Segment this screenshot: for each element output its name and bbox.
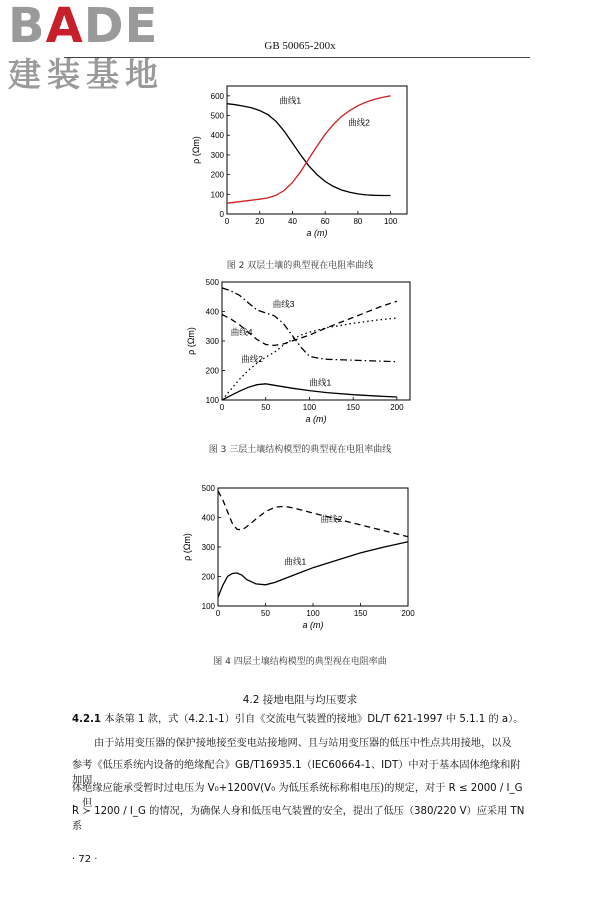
- series-line-曲线4: [222, 301, 397, 345]
- y-tick-label: 200: [201, 572, 215, 582]
- figure-3-chart: [180, 276, 415, 436]
- paragraph-line-3: 体绝缘应能承受暂时过电压为 V₀+1200V(V₀ 为低压系统标称相电压)的规定，对于 R ≤ 2000 / I_G ，但: [72, 783, 523, 809]
- logo-bade: BADE: [8, 0, 159, 54]
- y-axis-label: ρ (Ωm): [182, 533, 192, 561]
- curve-label: 曲线2: [241, 354, 263, 365]
- curve-label: 曲线1: [279, 95, 302, 106]
- x-axis-label: a (m): [302, 620, 324, 630]
- y-tick-label: 400: [210, 131, 224, 141]
- series-line-曲线3: [222, 288, 397, 365]
- y-tick-label: 500: [205, 278, 219, 287]
- x-tick-label: 150: [353, 609, 368, 618]
- curve-label: 曲线1: [309, 377, 332, 388]
- paragraph-line-2: 参考《低压系统内设备的绝缘配合》GB/T16935.1（IEC60664-1、IDT）中对于基本固体绝缘和附加固: [72, 760, 521, 786]
- x-tick-label: 50: [261, 403, 271, 412]
- y-tick-label: 0: [219, 210, 224, 219]
- figure-2-caption: 图 2 双层土壤的典型视在电阻率曲线: [226, 261, 374, 271]
- x-tick-label: 20: [255, 217, 265, 226]
- x-tick-label: 0: [224, 217, 230, 226]
- y-tick-label: 100: [210, 190, 224, 200]
- curve-label: 曲线2: [320, 513, 343, 524]
- y-axis-label: ρ (Ωm): [191, 136, 201, 164]
- curve-label: 曲线2: [348, 117, 370, 128]
- page-number: · 72 ·: [72, 854, 98, 865]
- plot-frame: [218, 488, 408, 606]
- x-tick-label: 50: [261, 609, 270, 618]
- figure-2-chart: [185, 80, 415, 240]
- y-tick-label: 200: [210, 170, 224, 180]
- section-title: 4.2 接地电阻与均压要求: [242, 694, 358, 706]
- paragraph-4-2-1: 4.2.1 本条第 1 款，式（4.2.1-1）引自《交流电气装置的接地》DL/T 621-1997 中 5.1.1 的 a）。: [72, 714, 524, 725]
- y-tick-label: 100: [205, 396, 219, 405]
- y-axis-label: ρ (Ωm): [186, 327, 196, 355]
- clause-number: 4.2.1: [72, 714, 102, 725]
- x-tick-label: 0: [219, 403, 225, 412]
- y-tick-label: 200: [205, 366, 219, 376]
- y-tick-label: 300: [210, 150, 224, 160]
- logo-chinese: 建装基地: [8, 55, 164, 94]
- figure-3-caption: 图 3 三层土壤结构模型的典型视在电阻率曲线: [208, 445, 392, 455]
- figure-4-caption: 图 4 四层土壤结构模型的典型视在电阻率曲: [213, 657, 387, 667]
- x-tick-label: 200: [401, 609, 415, 618]
- x-tick-label: 100: [383, 217, 398, 226]
- curve-label: 曲线4: [230, 327, 253, 338]
- paragraph-line-1: 由于站用变压器的保护接地接至变电站接地网、且与站用变压器的低压中性点共用接地，以及: [94, 738, 512, 749]
- x-tick-label: 0: [215, 609, 221, 618]
- y-tick-label: 300: [201, 543, 215, 552]
- x-axis-label: a (m): [305, 414, 327, 424]
- y-tick-label: 500: [210, 111, 224, 121]
- curve-label: 曲线1: [284, 556, 307, 567]
- x-tick-label: 100: [306, 609, 320, 618]
- y-tick-label: 300: [205, 337, 219, 346]
- x-tick-label: 80: [353, 217, 363, 226]
- curve-label: 曲线3: [272, 299, 295, 310]
- x-tick-label: 100: [302, 403, 317, 412]
- paragraph-line-4: R ≻ 1200 / I_G 的情况，为确保人身和低压电气装置的安全，提出了低压（380/220 V）应采用 TN 系: [72, 806, 525, 832]
- y-tick-label: 400: [201, 513, 215, 523]
- y-tick-label: 600: [210, 91, 224, 101]
- x-tick-label: 60: [320, 217, 330, 226]
- x-tick-label: 150: [346, 403, 360, 412]
- x-axis-label: a (m): [306, 228, 328, 238]
- standard-code: GB 50065-200x: [264, 40, 336, 52]
- header-rule: [64, 57, 530, 58]
- series-line-曲线1: [218, 542, 408, 598]
- y-tick-label: 100: [201, 602, 215, 611]
- x-tick-label: 40: [288, 217, 297, 226]
- figure-4-chart: [178, 482, 418, 642]
- x-tick-label: 200: [390, 403, 404, 412]
- y-tick-label: 500: [201, 484, 215, 493]
- y-tick-label: 400: [205, 307, 219, 317]
- series-line-曲线2: [227, 96, 391, 203]
- series-line-曲线2: [218, 491, 408, 537]
